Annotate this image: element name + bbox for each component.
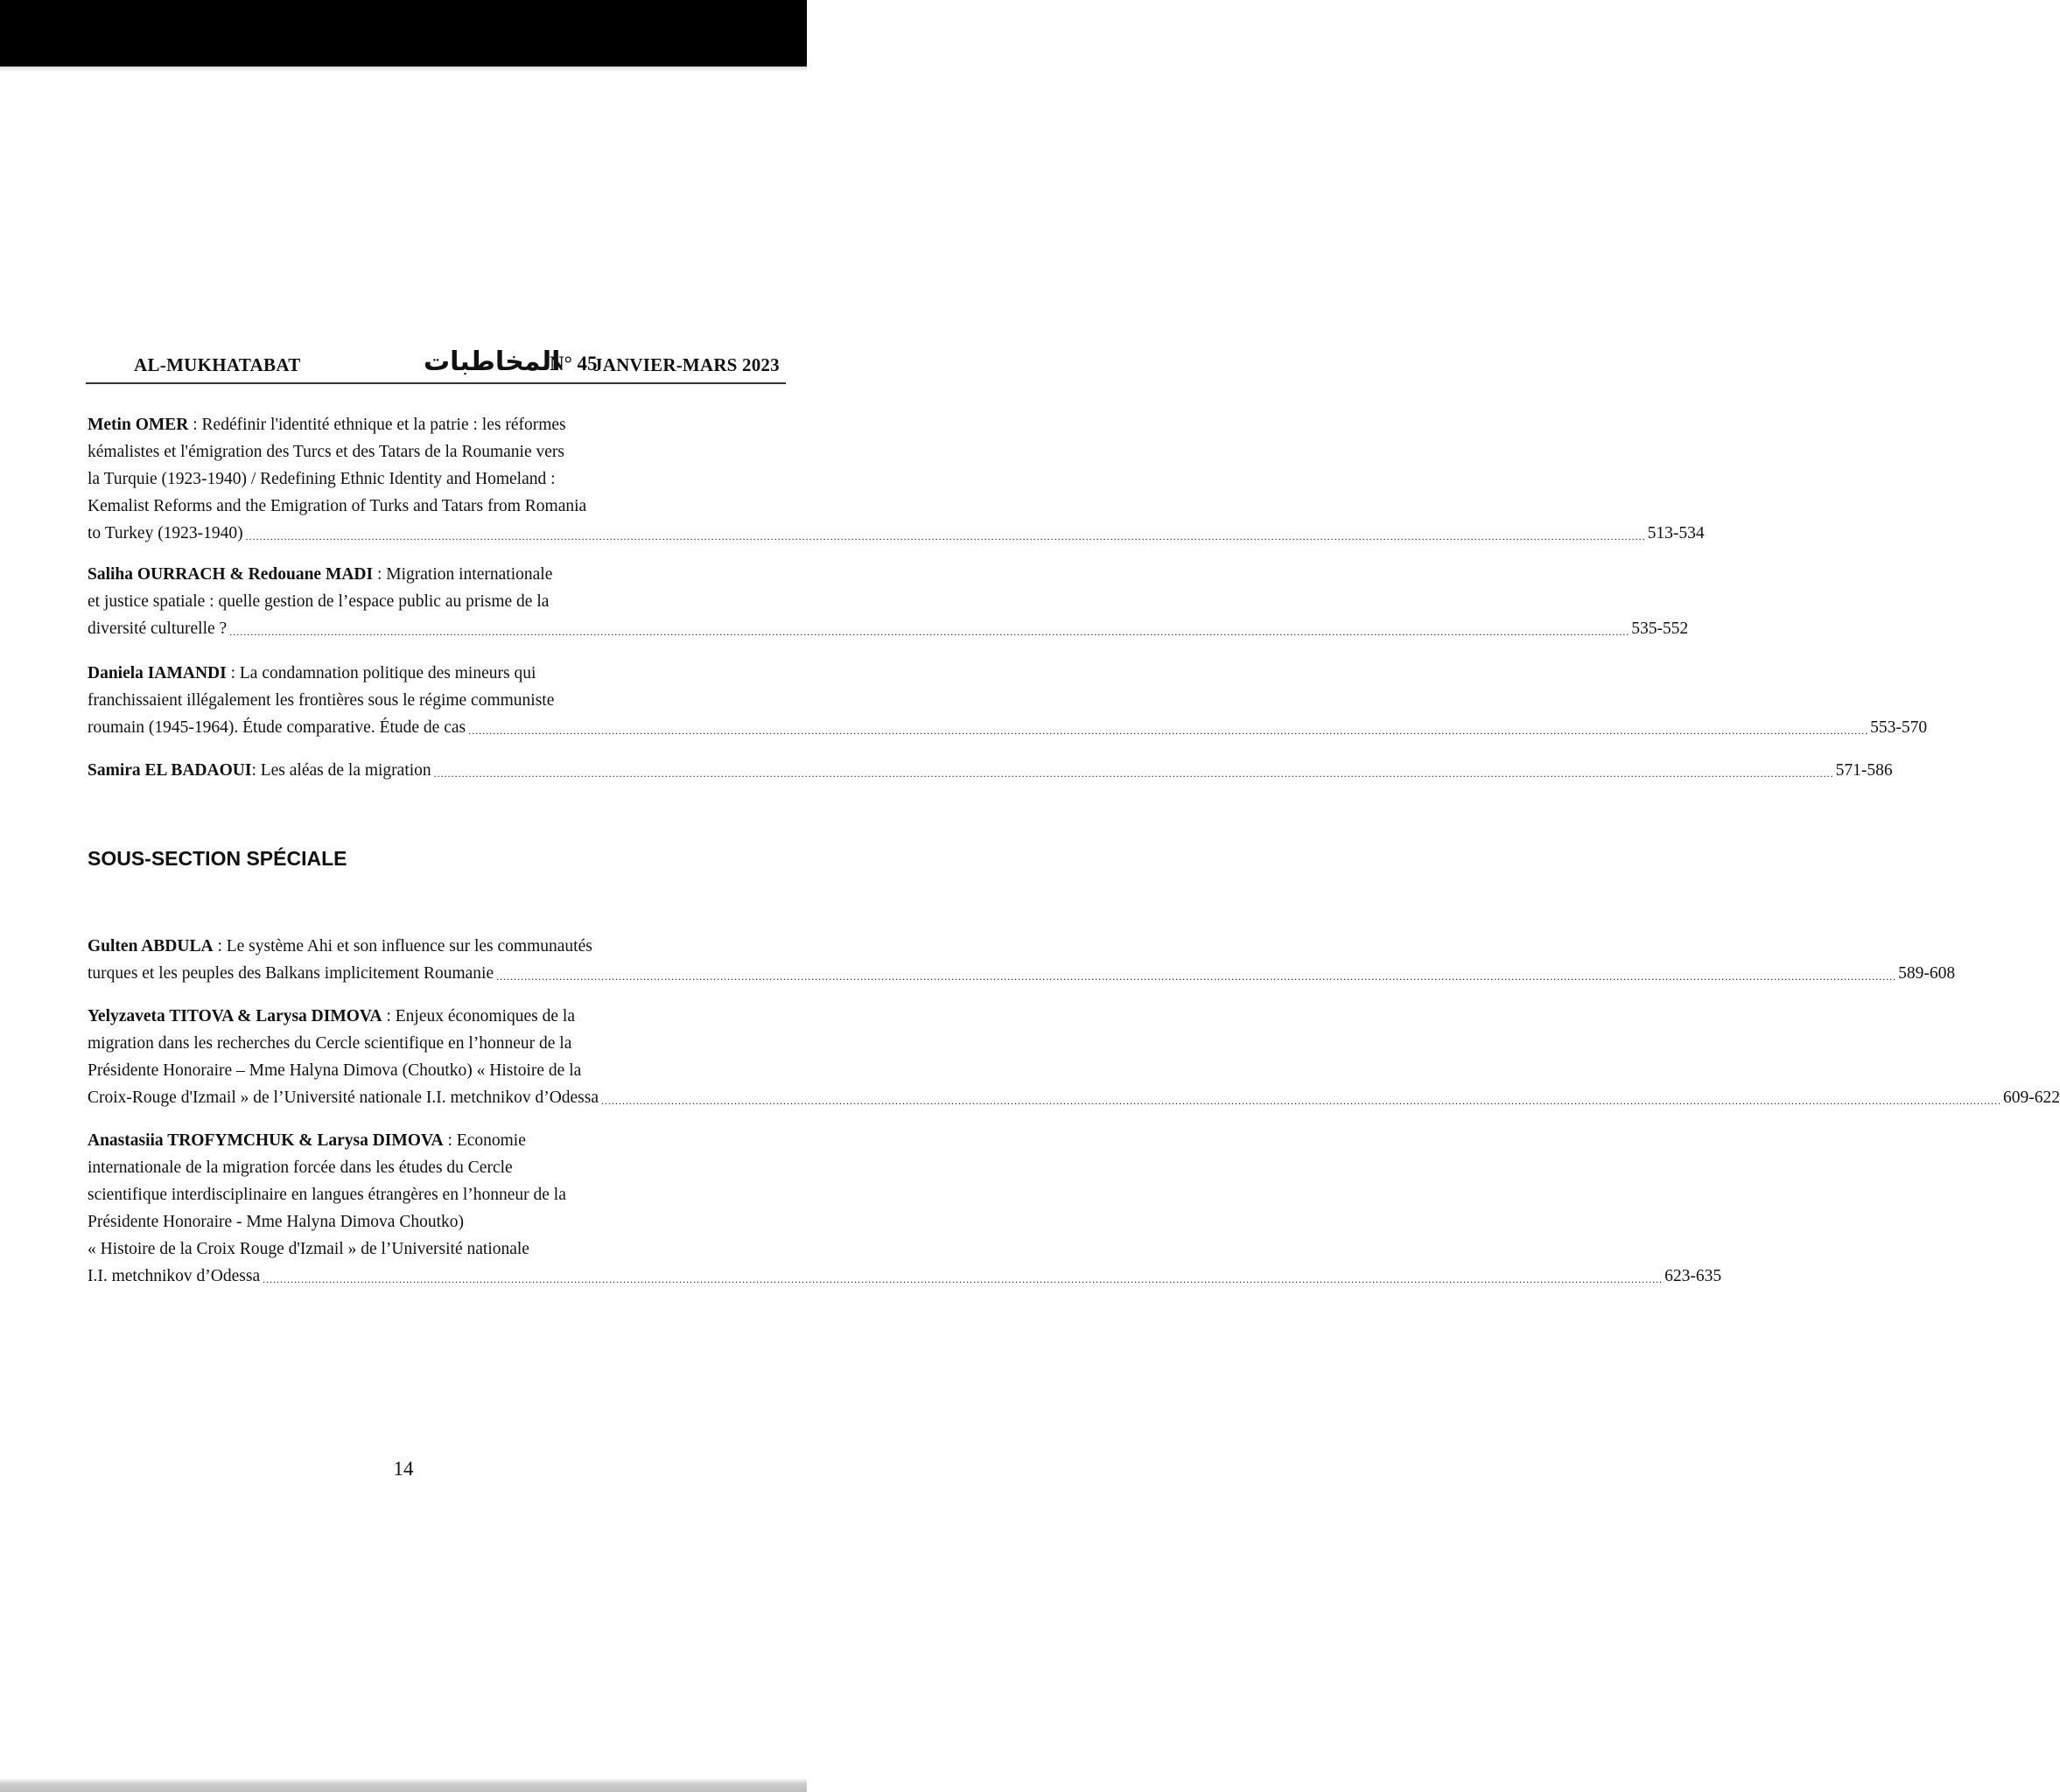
toc-author: Samira EL BADAOUI: [88, 761, 252, 780]
section-title: SOUS-SECTION SPÉCIALE: [88, 847, 347, 870]
toc-line: Croix-Rouge d'Izmail » de l’Université nationale I.I. metchnikov d’Odessa: [88, 1088, 599, 1107]
top-shadow: [0, 66, 807, 72]
toc-line: kémalistes et l'émigration des Turcs et des Tatars de la Roumanie vers: [88, 443, 564, 461]
toc-author: Metin OMER: [88, 416, 189, 434]
toc-title-start: : Enjeux économiques de la: [382, 1007, 575, 1026]
toc-pages: 589-608: [1898, 964, 1956, 983]
toc-entry-last-line: [88, 714, 1928, 741]
dot-leader: ................................................................................................................................................................................................................................................................................................................................................................................................................: [229, 626, 1630, 638]
toc-title-start: : Redéfinir l'identité ethnique et la patrie : les réformes: [188, 416, 566, 434]
toc-line: Présidente Honoraire - Mme Halyna Dimova Choutko): [88, 1213, 464, 1231]
toc-title-start: : Migration internationale: [373, 565, 553, 584]
toc-entry: [88, 660, 1928, 741]
top-black-bar: [0, 0, 807, 66]
header-rule: [86, 382, 786, 384]
toc-entry-last-line: [88, 615, 1689, 642]
dot-leader: ................................................................................................................................................................................................................................................................................................................................................................................................................: [601, 1095, 2002, 1107]
toc-line: internationale de la migration forcée dans les études du Cercle: [88, 1158, 513, 1177]
toc-line: to Turkey (1923-1940): [88, 524, 243, 542]
toc-line: Kemalist Reforms and the Emigration of Turks and Tatars from Romania: [88, 497, 587, 515]
toc-entry: [88, 1127, 1722, 1290]
toc-entry-first-line: [88, 561, 785, 588]
bottom-bar: [0, 1778, 807, 1792]
toc-entry-last-line: [88, 960, 1956, 987]
toc-entry: [88, 561, 1689, 642]
toc-pages: 571-586: [1835, 761, 1893, 780]
toc-line: turques et les peuples des Balkans implicitement Roumanie: [88, 964, 494, 983]
running-header: [86, 346, 786, 383]
journal-name: AL-MUKHATABAT: [134, 354, 301, 375]
dot-leader: ................................................................................................................................................................................................................................................................................................................................................................................................................: [496, 970, 1897, 983]
dot-leader: ................................................................................................................................................................................................................................................................................................................................................................................................................: [433, 767, 1834, 780]
toc-title-start: : Le système Ahi et son influence sur les communautés: [213, 937, 592, 956]
journal-name-arabic: المخاطبات: [424, 346, 561, 377]
toc-entry-first-line: [88, 1127, 785, 1154]
dot-leader: ................................................................................................................................................................................................................................................................................................................................................................................................................: [263, 1273, 1664, 1285]
toc-pages: 623-635: [1664, 1267, 1722, 1285]
toc-entry-first-line: [88, 933, 785, 960]
toc-pages: 553-570: [1870, 718, 1928, 737]
toc-entry-last-line: [88, 1084, 2060, 1111]
toc-entry: [88, 411, 1705, 547]
issue-date: JANVIER-MARS 2023: [593, 354, 780, 375]
toc-entry-last-line: [88, 1263, 1722, 1290]
page-number: 14: [393, 1458, 414, 1480]
toc-pages: 609-622: [2003, 1088, 2060, 1107]
toc-entry-first-line: [88, 660, 785, 687]
toc-entry-last-line: [88, 757, 1893, 784]
toc-author: Yelyzaveta TITOVA & Larysa DIMOVA: [88, 1007, 382, 1026]
toc-title-start: : Les aléas de la migration: [251, 761, 431, 780]
toc-author: Anastasiia TROFYMCHUK & Larysa DIMOVA: [88, 1131, 444, 1150]
toc-author: Gulten ABDULA: [88, 937, 214, 956]
toc-entry: [88, 933, 1956, 987]
toc-title-start: : La condamnation politique des mineurs qui: [226, 664, 536, 682]
toc-line: la Turquie (1923-1940) / Redefining Ethnic Identity and Homeland :: [88, 470, 556, 488]
toc-line: franchissaient illégalement les frontières sous le régime communiste: [88, 691, 555, 710]
toc-entry-first-line: [88, 411, 785, 438]
toc-entry-last-line: [88, 520, 1705, 547]
toc-line: « Histoire de la Croix Rouge d'Izmail » de l’Université nationale: [88, 1240, 529, 1258]
toc-title-start: : Economie: [443, 1131, 526, 1150]
toc-line: migration dans les recherches du Cercle scientifique en l’honneur de la: [88, 1034, 572, 1053]
toc-line: diversité culturelle ?: [88, 620, 228, 638]
toc-line: roumain (1945-1964). Étude comparative. Étude de cas: [88, 718, 466, 737]
toc-author: Saliha OURRACH & Redouane MADI: [88, 565, 374, 584]
dot-leader: ................................................................................................................................................................................................................................................................................................................................................................................................................: [468, 724, 1869, 737]
toc-line: scientifique interdisciplinaire en langues étrangères en l’honneur de la: [88, 1186, 566, 1204]
toc-line: I.I. metchnikov d’Odessa: [88, 1267, 261, 1285]
toc-line: et justice spatiale : quelle gestion de l’espace public au prisme de la: [88, 592, 550, 611]
toc-pages: 535-552: [1631, 620, 1689, 638]
dot-leader: ................................................................................................................................................................................................................................................................................................................................................................................................................: [245, 530, 1646, 542]
toc-entry: [88, 1003, 2060, 1111]
toc-entry: [88, 757, 1893, 784]
toc-author: Daniela IAMANDI: [88, 664, 227, 682]
toc-entry-first-line: [88, 1003, 785, 1030]
toc-line: Présidente Honoraire – Mme Halyna Dimova (Choutko) « Histoire de la: [88, 1061, 582, 1080]
toc-pages: 513-534: [1647, 524, 1705, 542]
issue-number: N° 45: [550, 353, 598, 374]
